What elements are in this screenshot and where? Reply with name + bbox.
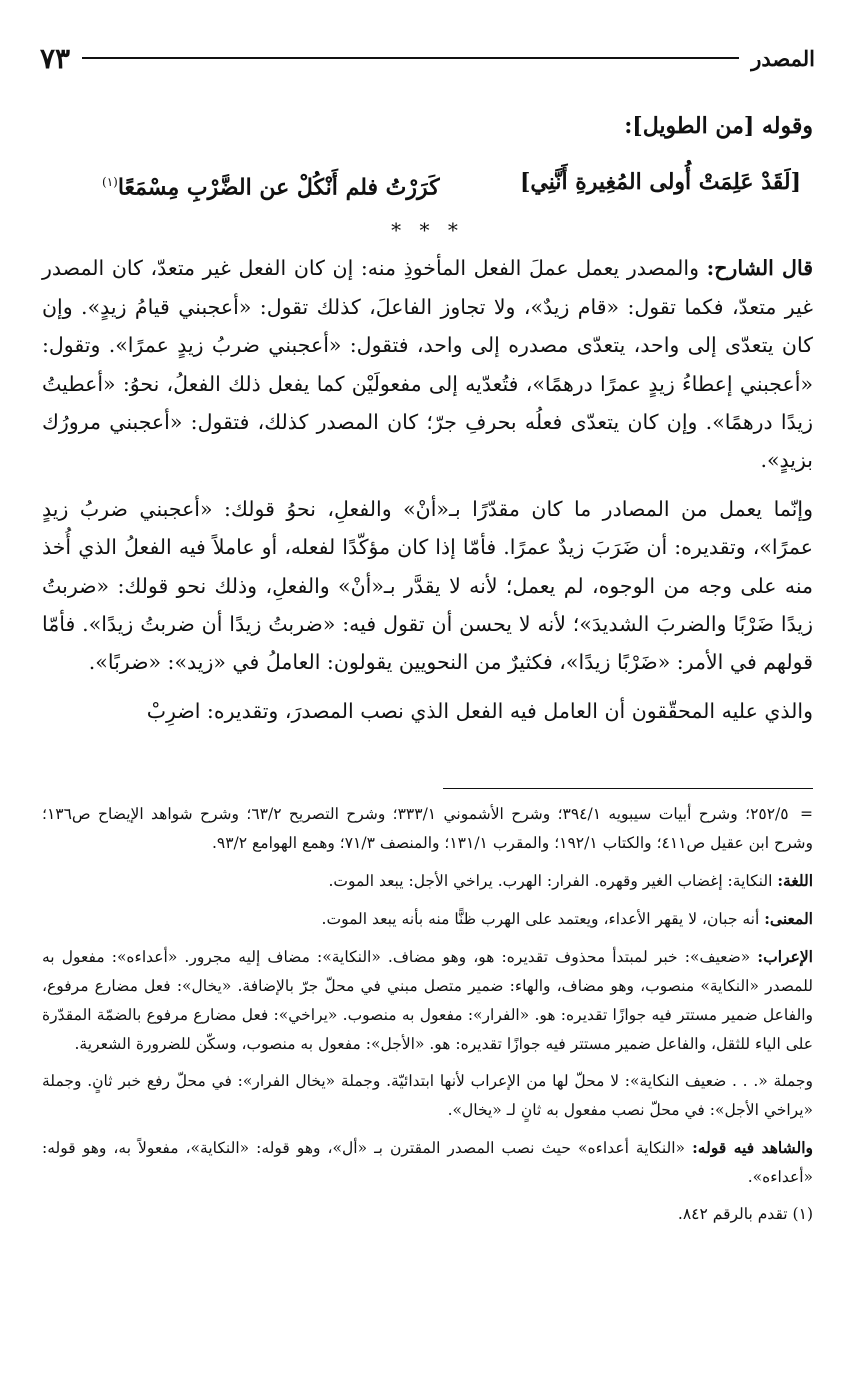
footnote-jumla: وجملة «. . . ضعيف النكاية»: لا محلّ لها من الإعراب لأنها ابتدائيّة. وجملة «يخال الفرار»: في محلّ رفع خبر ثانٍ. وجملة «يراخي الأجل»: في محلّ نصب مفعول به ثانٍ لـ «يخال». bbox=[42, 1072, 813, 1119]
header-rule bbox=[82, 57, 739, 59]
paragraph-1-text: والمصدر يعمل عملَ الفعل المأخوذِ منه: إن كان الفعل غير متعدّ، كان المصدر غير متعدّ، فكما تقول: «قام زيدٌ»، ولا تجاوز الفاعلَ، كذلك تقول: «أعجبني قيامُ زيدٍ». وإن كان يتعدّى إلى واحد، يتعدّى مصدره إلى واحد، فتقول: «أعجبني ضربُ زيدٍ عمرًا». وتقول: «أعجبني إعطاءُ زيدٍ عمرًا درهمًا»، فتُعدّيه إلى مفعولَيْن كما يفعل ذلك الفعلُ، نحوُ: «أعطيتُ زيدًا درهمًا». وإن كان يتعدّى فعلُه بحرفِ جرّ؛ كان المصدر كذلك، فتقول: «أعجبني مرورُك بزيدٍ». bbox=[42, 256, 813, 473]
irab-text: «ضعيف»: خبر لمبتدأ محذوف تقديره: هو، وهو مضاف. «النكاية»: مضاف إليه مجرور. «أعداءه»: مفعول به للمصدر «النكاية» منصوب، وهو مضاف، والهاء: ضمير متصل مبني في محلّ جرّ بالإضافة. «يخال»: فعل مضارع مرفوع، والفاعل ضمير مستتر فيه جوازًا تقديره: هو. «الفرار»: مفعول به منصوب. «يراخي»: فعل مضارع مرفوع بالضمّة المقدّرة على الياء للثقل، والفاعل ضمير مستتر فيه جوازًا تقديره: هو. «الأجل»: مفعول به منصوب، وسكّن للضرورة الشعرية. bbox=[42, 948, 813, 1053]
lugha-text: النكاية: إغضاب الغير وقهره. الفرار: الهرب. يراخي الأجل: يبعد الموت. bbox=[328, 872, 773, 890]
commentator-label: قال الشارح: bbox=[706, 256, 813, 281]
shahid-label: والشاهد فيه قوله: bbox=[692, 1138, 813, 1157]
footnote-irab bbox=[42, 942, 813, 1059]
page-header bbox=[40, 38, 815, 78]
sources-text: ٢٥٢/٥؛ وشرح أبيات سيبويه ٣٩٤/١؛ وشرح الأشموني ٣٣٣/١؛ وشرح التصريح ٦٣/٢؛ وشرح شواهد الإيضاح ص١٣٦؛ وشرح ابن عقيل ص٤١١؛ والكتاب ١٩٢/١؛ والمقرب ١٣١/١؛ والمنصف ٧١/٣؛ وهمع الهوامع ٩٣/٢. bbox=[42, 805, 813, 852]
footnote-maana bbox=[42, 904, 813, 934]
main-text bbox=[42, 106, 813, 740]
footnote-1 bbox=[42, 1200, 813, 1229]
maana-label: المعنى: bbox=[764, 909, 813, 928]
commentary-paragraph-1 bbox=[42, 249, 813, 479]
footnotes bbox=[42, 800, 813, 1237]
verse-intro: وقوله [من الطويل]: bbox=[624, 113, 813, 139]
footnote-1-number: (١) bbox=[792, 1205, 813, 1223]
commentary-paragraph-3: والذي عليه المحقّقون أن العامل فيه الفعل الذي نصب المصدرَ، وتقديره: اضرِبْ bbox=[146, 698, 813, 723]
irab-label: الإعراب: bbox=[757, 947, 813, 966]
footnote-ref: (١) bbox=[102, 175, 118, 189]
verse-second-text: كَرَرْتُ فلم أَنْكُلْ عن الضَّرْبِ مِسْمَعًا bbox=[117, 174, 440, 201]
page-number: ٧٣ bbox=[40, 41, 71, 75]
footnote-divider bbox=[443, 788, 813, 789]
running-title: المصدر bbox=[751, 45, 815, 71]
continuation-mark: = bbox=[799, 805, 813, 823]
verse-first-hemistich: [لَقَدْ عَلِمَتْ أُولى المُغِيرةِ أَنَّنِي] bbox=[519, 169, 801, 195]
poetry-verse bbox=[42, 160, 813, 209]
section-separator: * * * bbox=[391, 218, 464, 243]
verse-second-hemistich bbox=[102, 160, 440, 209]
maana-text: أنه جبان، لا يقهر الأعداء، ويعتمد على الهرب ظنًّا منه بأنه يبعد الموت. bbox=[321, 910, 760, 928]
lugha-label: اللغة: bbox=[777, 871, 813, 890]
shahid-text: «النكاية أعداءه» حيث نصب المصدر المقترن بـ «أل»، وهو قوله: «النكاية»، مفعولاً به، وهو قوله: «أعداءه». bbox=[42, 1139, 813, 1186]
footnote-lugha bbox=[42, 866, 813, 896]
footnote-shahid bbox=[42, 1133, 813, 1192]
commentary-paragraph-2: وإنّما يعمل من المصادر ما كان مقدّرًا بـ«أنْ» والفعلِ، نحوُ قولك: «أعجبني ضربُ زيدٍ عمرًا»، وتقديره: أن ضَرَبَ زيدٌ عمرًا. فأمّا إذا كان مؤكّدًا لفعله، أو عاملاً فيه الفعلُ الذي أُخذ منه على وجه من الوجوه، لم يعمل؛ لأنه لا يقدَّر بـ«أنْ» والفعلِ، وذلك نحو قولك: «ضربتُ زيدًا ضَرْبًا والضربَ الشديدَ»؛ لأنه لا يحسن أن تقول فيه: «ضربتُ زيدًا أن ضربتُ زيدًا». فأمّا قولهم في الأمر: «ضَرْبًا زيدًا»، فكثيرٌ من النحويين يقولون: العاملُ في «زيد»: «ضربًا». bbox=[42, 496, 813, 675]
footnote-sources bbox=[42, 800, 813, 858]
footnote-1-text: تقدم بالرقم ٨٤٢. bbox=[677, 1205, 788, 1223]
